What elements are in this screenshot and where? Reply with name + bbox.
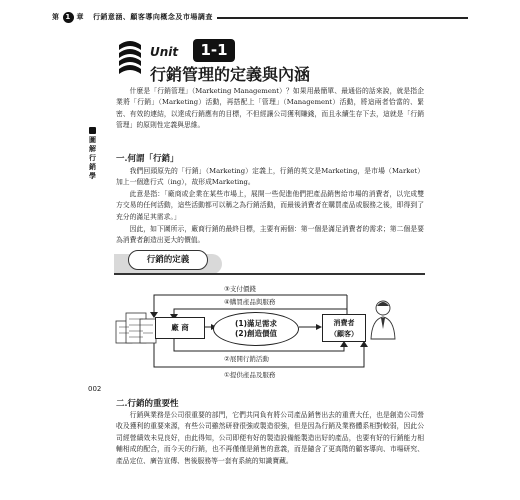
goal-satisfy-needs: (1)滿足需求 — [234, 319, 278, 328]
flow-label-provide: ①提供產品及服務 — [224, 371, 276, 379]
chapter-title: 行銷意涵、顧客導向概念及市場調查 — [92, 13, 213, 21]
flow-label-marketing: ②展開行銷活動 — [224, 355, 269, 363]
unit-logo-icon — [117, 39, 143, 77]
firm-box: 廠 商 — [155, 317, 205, 339]
section2-paragraph: 行銷與業務是公司很重要的部門，它們共同負有將公司產品銷售出去的重責大任，也是創造公司營收及獲利的重要來源，有些公司雖然研發很強或製造很強，但是因為行銷及業務體系相對較弱，因此公司經營績效未見良好，由此得知，公司即便有好的製造設備能製造出好的產品，也要有好的行銷能力相輔相成的配合，而今天的行銷，也不再僅僅是銷售的意義，而是隨含了更高階的顧客導向、市場研究、產品定位、廣告宣傳、售後服務等一套有系統的知識寶藏。 — [116, 411, 424, 465]
side-tab-char: 圖 — [89, 136, 96, 144]
flow-label-pay: ③支付價錢 — [224, 285, 256, 293]
flow-label-buy: ④購買產品與服務 — [224, 298, 276, 306]
chapter-header — [52, 12, 217, 23]
consumer-label: 消費者 — [333, 319, 355, 327]
chapter-number-badge: 1 — [63, 12, 74, 23]
side-tab-char: 解 — [89, 145, 96, 153]
factory-buildings-icon — [116, 313, 156, 343]
section1-paragraph-2: 此意是指：「廠商或企業在某些市場上，展開一些促進他們把產品銷售給市場的消費者，以完成雙方交易的任何活動，這些活動都可以稱之為行銷活動，而最後消費者在購買產品或服務之後，即得到了充分的滿足其需求。」 — [116, 190, 424, 221]
unit-title: 行銷管理的定義與內涵 — [150, 65, 311, 84]
banner-title: 行銷的定義 — [128, 250, 208, 270]
side-tab-char: 學 — [89, 172, 96, 180]
banner-rule — [114, 273, 425, 275]
customer-label: （顧客） — [330, 330, 358, 338]
section1-heading: 一.何謂「行銷」 — [116, 154, 179, 164]
chapter-prefix: 第 — [52, 13, 60, 21]
consumer-box — [322, 314, 366, 342]
intro-paragraph: 什麼是「行銷管理」（Marketing Management）？如果用最簡單、最通俗的話來說，就是指企業將「行銷」（Marketing）活動，再搭配上「管理」（Management）活動，將這兩者恰當的、緊密、有效的連結，以達成行銷應有的目標，不但經讓公司獲利賺錢，而且永續生存下去，這就是「行銷管理」的原則性定義與思維。 — [116, 87, 424, 130]
side-tab-char: 行 — [89, 154, 96, 162]
chapter-suffix: 章 — [76, 13, 84, 21]
section1-paragraph-3: 因此，如下圖所示，廠商行銷的最終目標，主要有兩個：第一個是滿足消費者的需求；第二個是要為消費者創造出更大的價值。 — [116, 225, 424, 245]
goals-ellipse — [213, 312, 299, 346]
goal-create-value: (2)創造價值 — [234, 329, 278, 338]
unit-label: Unit — [150, 45, 179, 59]
section1-paragraph-1: 我們回頭原先的「行銷」（Marketing）定義上，行銷的英文是Marketing，是市場（Market）加上一個進行式（ing），故形成Marketing。 — [116, 167, 424, 187]
side-tab-marker-icon — [89, 127, 96, 134]
unit-number-badge: 1-1 — [193, 39, 235, 62]
consumer-person-icon — [371, 301, 395, 339]
page-number: 002 — [88, 385, 102, 393]
section2-heading: 二.行銷的重要性 — [116, 399, 179, 409]
side-tab — [88, 127, 97, 181]
side-tab-char: 銷 — [89, 163, 96, 171]
